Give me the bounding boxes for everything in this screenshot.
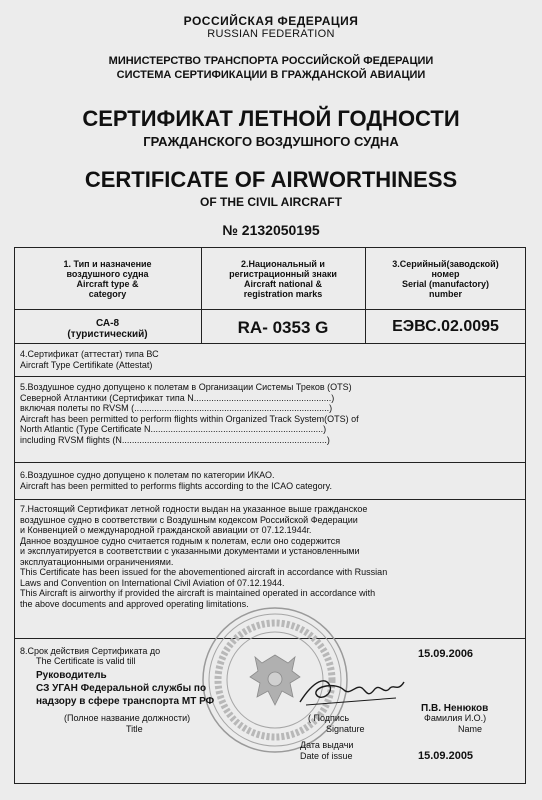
name-label-en: Name (458, 724, 483, 734)
section-7-line: эксплуатационными ограничениями. (20, 556, 174, 567)
position-title-en: Title (126, 724, 143, 734)
col1-header-line: category (88, 289, 127, 299)
table-divider (14, 309, 526, 310)
col1-header (14, 259, 201, 299)
section-6-line: 6.Воздушное судно допущено к полетам по категории ИКАО. (20, 470, 275, 480)
col2-header (201, 259, 365, 299)
certificate-number: № 2132050195 (222, 222, 320, 238)
issue-date-label-ru: Дата выдачи (300, 740, 354, 750)
col3-header-line: 3.Серийный(заводской) (392, 259, 499, 269)
ministry-line: МИНИСТЕРСТВО ТРАНСПОРТА РОССИЙСКОЙ ФЕДЕРАЦИИ (108, 55, 434, 67)
col1-header-line: 1. Тип и назначение (63, 259, 152, 269)
section-4 (20, 349, 159, 370)
section-7 (20, 504, 387, 609)
col2-header-line: 2.Национальный и (241, 259, 325, 269)
section-divider (14, 462, 526, 463)
section-4-line: Aircraft Type Certifikate (Attestat) (20, 359, 153, 370)
section-7-line: и эксплуатируется в соответствии с указанными документами и установленными (20, 546, 360, 556)
col1-header-line: воздушного судна (66, 269, 149, 279)
title-ru: СЕРТИФИКАТ ЛЕТНОЙ ГОДНОСТИ (82, 106, 460, 131)
section-5-line: 5.Воздушное судно допущено к полетам в Организации Системы Треков (OTS) (20, 382, 352, 392)
col3-header-line: номер (431, 269, 460, 279)
col3-header-line: Serial (manufactory) (401, 279, 490, 289)
section-divider (14, 376, 526, 377)
section-6 (20, 470, 332, 491)
section-7-line: This Aircraft is airworthy if provided the aircraft is maintained operated in accordance with (20, 588, 376, 598)
aircraft-type-line: (туристический) (67, 329, 148, 340)
issue-date: 15.09.2005 (418, 750, 474, 762)
signature-label-ru: ( Подпись (308, 713, 350, 723)
section-7-line: воздушное судно в соответствии с Воздушным кодексом Российской Федерации (20, 514, 358, 525)
section-6-line: Aircraft has been permitted to performs flights according to the ICAO category. (20, 480, 332, 491)
col2-header-line: регистрационный знаки (229, 269, 337, 279)
serial-number-value: ЕЭВС.02.0095 (392, 318, 499, 335)
handwritten-signature-icon (296, 672, 416, 712)
subtitle-ru: ГРАЖДАНСКОГО ВОЗДУШНОГО СУДНА (143, 134, 399, 149)
registration-marks-value: RA- 0353 G (237, 318, 329, 337)
section-7-line: Laws and Convention on International Civil Aviation of 07.12.1944. (20, 577, 285, 588)
section-7-line: Данное воздушное судно считается годным к полетам, если оно содержится (20, 535, 341, 546)
aircraft-type-line: СА-8 (95, 318, 120, 329)
col1-header-line: Aircraft type & (76, 279, 139, 289)
valid-till-date: 15.09.2006 (418, 648, 474, 660)
col2-header-line: Aircraft national & (243, 279, 322, 289)
section-5-line: Северной Атлантики (Сертификат типа N.......................................................) (20, 392, 335, 403)
country-ru: РОССИЙСКАЯ ФЕДЕРАЦИЯ (183, 14, 359, 28)
validity-label-en: The Certificate is valid till (36, 656, 136, 666)
section-4-line: 4.Сертификат (аттестат) типа ВС (20, 349, 159, 359)
country-en: RUSSIAN FEDERATION (207, 28, 335, 40)
certification-system-line: СИСТЕМА СЕРТИФИКАЦИИ В ГРАЖДАНСКОЙ АВИАЦИИ (116, 69, 426, 81)
subtitle-en: OF THE CIVIL AIRCRAFT (200, 195, 342, 209)
section-5-line: включая полеты по RVSM (..............................................................................) (20, 403, 333, 413)
section-5 (20, 382, 359, 445)
issue-date-label-en: Date of issue (300, 751, 353, 761)
col2-header-line: registration marks (243, 289, 323, 299)
section-5-line: North Atlantic (Type Certificate N.....................................................................) (20, 424, 327, 434)
col3-header (365, 259, 526, 299)
section-7-line: This Certificate has been issued for the abovementioned aircraft in accordance with Russian (20, 567, 388, 577)
section-divider (14, 499, 526, 500)
aircraft-type-value (14, 318, 201, 340)
section-5-line: Aircraft has been permitted to perform flights within Organized Track System(OTS) of (20, 413, 359, 424)
section-7-line: 7.Настоящий Сертификат летной годности выдан на указанное выше гражданское (20, 504, 368, 514)
issuing-official-line: Руководитель (36, 670, 107, 681)
signature-label-en: Signature (326, 724, 365, 734)
validity-label-ru: 8.Срок действия Сертификата до (20, 646, 161, 656)
issuing-official-line: надзору в сфере транспорта МТ РФ (36, 696, 215, 707)
section-7-line: the above documents and approved operating limitations. (20, 598, 249, 609)
col3-header-line: number (428, 289, 462, 299)
section-divider (14, 343, 526, 344)
section-7-line: и Конвенцией о международной гражданской авиации от 07.12.1944г. (20, 525, 312, 535)
issuing-official (36, 669, 214, 708)
section-5-line: including RVSM flights (N..................................................................................) (20, 434, 330, 445)
name-label-ru: Фамилия И.О.) (424, 713, 487, 723)
official-name: П.В. Ненюков (421, 703, 489, 714)
title-en: CERTIFICATE OF AIRWORTHINESS (84, 167, 458, 192)
position-title-ru: (Полное название должности) (64, 713, 191, 723)
issuing-official-line: СЗ УГАН Федеральной службы по (36, 683, 207, 694)
